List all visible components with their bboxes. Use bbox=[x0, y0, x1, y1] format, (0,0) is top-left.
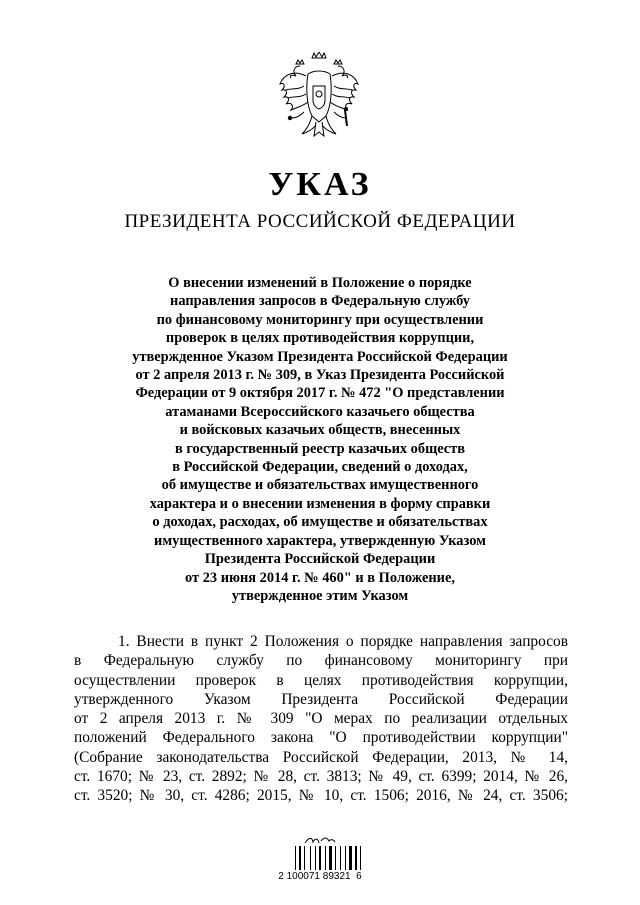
heading-line: утвержденное Указом Президента Российской Федерации bbox=[132, 348, 508, 365]
barcode-bar bbox=[329, 846, 332, 870]
barcode-bar bbox=[340, 846, 341, 870]
heading-line: от 2 апреля 2013 г. № 309, в Указ Президента Российской bbox=[135, 367, 505, 384]
barcode-bar bbox=[349, 846, 352, 870]
coat-of-arms-icon bbox=[276, 52, 362, 148]
barcode-bar bbox=[299, 846, 301, 870]
heading-line: проверок в целях противодействия коррупции, bbox=[165, 330, 475, 347]
heading-line: и войсковых казачьих обществ, внесенных bbox=[179, 422, 461, 439]
barcode bbox=[294, 846, 364, 870]
heading-line: имущественного характера, утвержденную Указом bbox=[154, 532, 486, 549]
heading-line: по финансовому мониторингу при осуществлении bbox=[156, 311, 484, 328]
decree-subtitle: ПРЕЗИДЕНТА РОССИЙСКОЙ ФЕДЕРАЦИИ bbox=[124, 211, 516, 232]
barcode-bar bbox=[360, 846, 361, 870]
body-line: утвержденного Указом Президента Российской Федерации bbox=[74, 690, 568, 708]
heading-line: направления запросов в Федеральную службу bbox=[170, 293, 470, 310]
heading-line: характера и о внесении изменения в форму справки bbox=[149, 495, 491, 512]
heading-line: Президента Российской Федерации bbox=[204, 551, 436, 568]
barcode-bar bbox=[295, 846, 296, 870]
barcode-bar bbox=[355, 846, 357, 870]
barcode-bar bbox=[345, 846, 346, 870]
body-line: от 2 апреля 2013 г. № 309 "О мерах по реализации отдельных bbox=[74, 710, 568, 728]
heading-line: в Российской Федерации, сведений о доходах, bbox=[172, 459, 468, 476]
heading-line: от 23 июня 2014 г. № 460" и в Положение, bbox=[185, 569, 455, 586]
handwritten-mark-icon bbox=[303, 835, 337, 845]
barcode-bar bbox=[310, 846, 311, 870]
barcode-bar bbox=[335, 846, 336, 870]
heading-line: в государственный реестр казачьих обществ bbox=[174, 440, 466, 457]
body-line: (Собрание законодательства Российской Федерации, 2013, № 14, bbox=[74, 748, 568, 766]
decree-body bbox=[74, 632, 568, 806]
barcode-bar bbox=[325, 846, 326, 870]
heading-line: атаманами Всероссийского казачьего общества bbox=[165, 403, 475, 420]
body-line: осуществлении проверок в целях противодействия коррупции, bbox=[74, 671, 568, 689]
barcode-bar bbox=[319, 846, 321, 870]
heading-line: о доходах, расходах, об имуществе и обязательствах bbox=[152, 514, 488, 531]
barcode-bar bbox=[304, 846, 305, 870]
decree-heading bbox=[110, 274, 530, 605]
heading-line: утвержденное этим Указом bbox=[231, 587, 409, 604]
heading-line: О внесении изменений в Положение о порядке bbox=[168, 275, 472, 291]
body-line: в Федеральную службу по финансовому мониторингу при bbox=[74, 652, 568, 670]
decree-title: УКАЗ bbox=[268, 166, 372, 203]
barcode-number: 2 100071 89321 6 bbox=[278, 871, 362, 882]
body-line: 1. Внести в пункт 2 Положения о порядке направления запросов bbox=[118, 633, 568, 650]
body-line: положений Федерального закона "О противодействии коррупции" bbox=[74, 729, 568, 747]
body-line: ст. 1670; № 23, ст. 2892; № 28, ст. 3813; № 49, ст. 6399; 2014, № 26, bbox=[74, 768, 568, 786]
heading-line: Федерации от 9 октября 2017 г. № 472 "О представлении bbox=[135, 385, 505, 402]
heading-line: об имуществе и обязательствах имущественного bbox=[161, 477, 479, 494]
barcode-bar bbox=[315, 846, 316, 870]
body-line: ст. 3520; № 30, ст. 4286; 2015, № 10, ст. 1506; 2016, № 24, ст. 3506; bbox=[74, 787, 568, 805]
